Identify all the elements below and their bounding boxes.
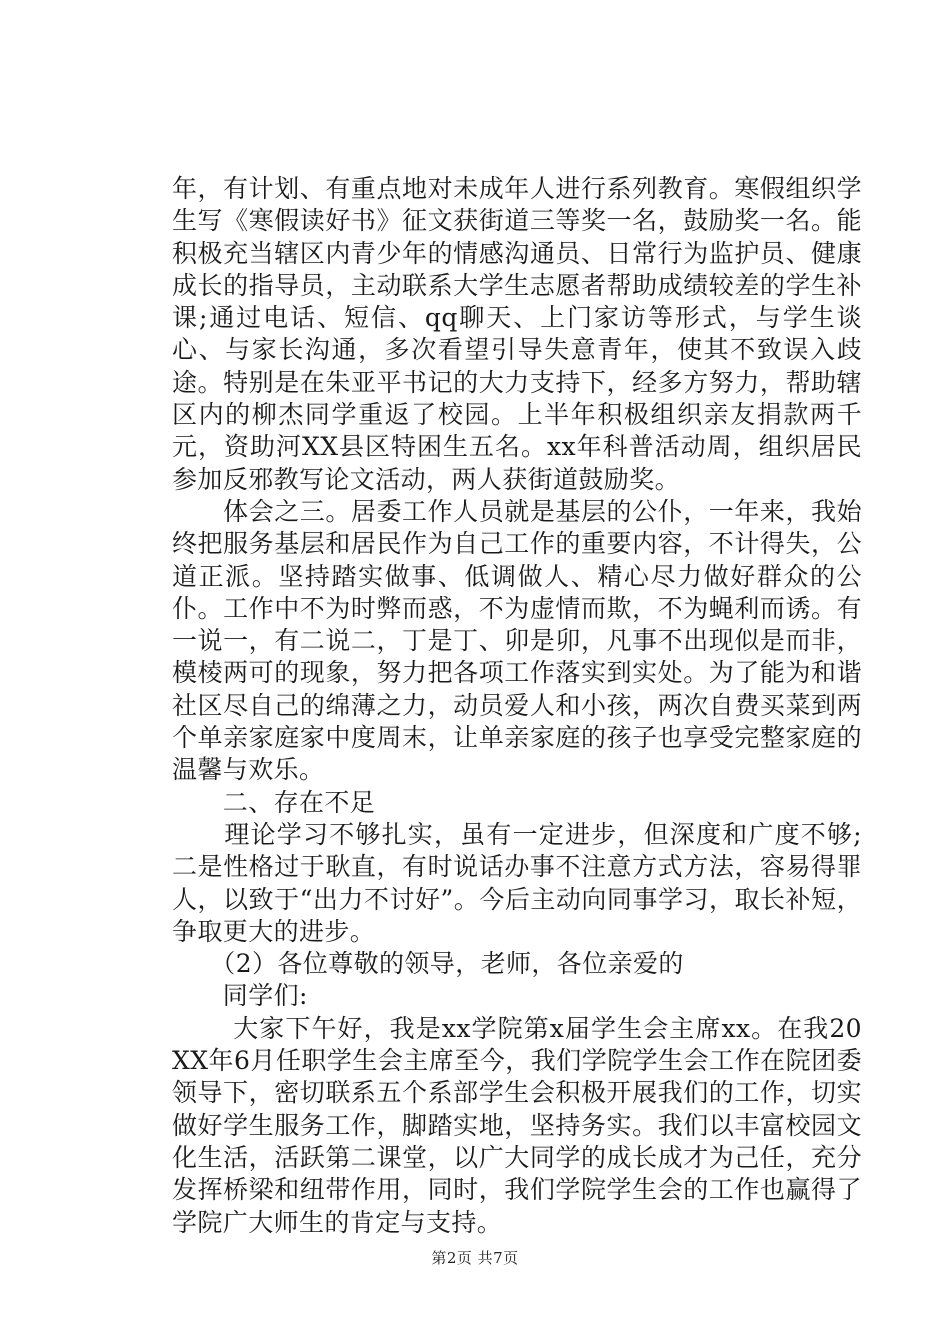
section-heading-shortcomings: 二、存在不足 (172, 787, 376, 817)
paragraph-shortcomings: 理论学习不够扎实，虽有一定进步，但深度和广度不够;二是性格过于耿直，有时说话办事不注意方式方法，容易得罪人，以致于“出力不讨好”。今后主动向同事学习，取长补短，争取更大的进步。 (172, 819, 862, 946)
speech-salutation: （2）各位尊敬的领导，老师，各位亲爱的 (172, 949, 684, 979)
document-body (172, 173, 862, 1239)
speech-salutation-students: 同学们: (172, 981, 308, 1011)
paragraph-continuation: 年，有计划、有重点地对未成年人进行系列教育。寒假组织学生写《寒假读好书》征文获街道三等奖一名，鼓励奖一名。能积极充当辖区内青少年的情感沟通员、日常行为监护员、健康成长的指导员，主动联系大学生志愿者帮助成绩较差的学生补课;通过电话、短信、qq聊天、上门家访等形式，与学生谈心、与家长沟通，多次看望引导失意青年，使其不致误入歧途。特别是在朱亚平书记的大力支持下，经多方努力，帮助辖区内的柳杰同学重返了校园。上半年积极组织亲友捐款两千元，资助河XX县区特困生五名。xx年科普活动周，组织居民参加反邪教写论文活动，两人获街道鼓励奖。 (172, 174, 862, 494)
speech-body: 大家下午好，我是xx学院第x届学生会主席xx。在我20XX年6月任职学生会主席至今，我们学院学生会工作在院团委领导下，密切联系五个系部学生会积极开展我们的工作，切实做好学生服务工作，脚踏实地，坚持务实。我们以丰富校园文化生活，活跃第二课堂，以广大同学的成长成才为己任，充分发挥桥梁和纽带作用，同时，我们学院学生会的工作也赢得了学院广大师生的肯定与支持。 (172, 1013, 862, 1237)
page-number-footer: 第2页 共7页 (431, 1249, 519, 1267)
paragraph-experience-three: 体会之三。居委工作人员就是基层的公仆，一年来，我始终把服务基层和居民作为自己工作的重要内容，不计得失，公道正派。坚持踏实做事、低调做人、精心尽力做好群众的公仆。工作中不为时弊而惑，不为虚情而欺，不为蝇利而诱。有一说一，有二说二，丁是丁、卯是卯，凡事不出现似是而非，模棱两可的现象，努力把各项工作落实到实处。为了能为和谐社区尽自己的绵薄之力，动员爱人和小孩，两次自费买菜到两个单亲家庭家中度周末，让单亲家庭的孩子也享受完整家庭的温馨与欢乐。 (172, 496, 862, 785)
